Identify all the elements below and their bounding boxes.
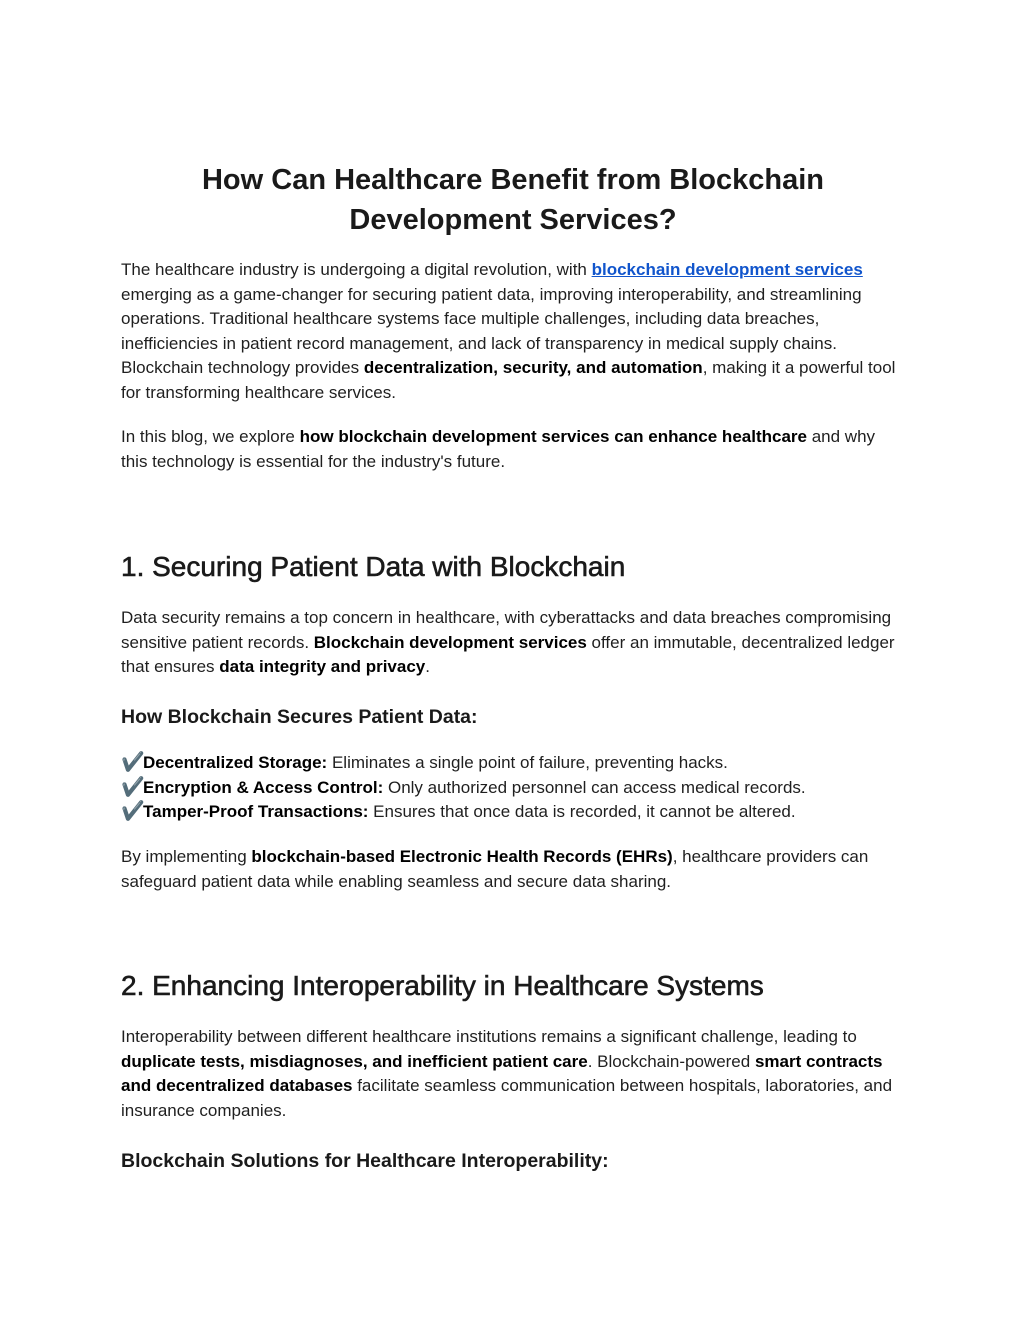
s1p2-bold: blockchain-based Electronic Health Records (EHRs) [251, 847, 673, 866]
intro-text-c: , making it a powerful tool for transforming healthcare services. [121, 358, 896, 402]
list-item-text: Only authorized personnel can access medical records. [383, 777, 806, 797]
s1-text-a: Data security remains a top concern in healthcare, with cyberattacks and data breaches compromising sensitive patient records. [121, 608, 892, 652]
list-item-text: Eliminates a single point of failure, preventing hacks. [327, 753, 728, 772]
intro-paragraph-2 [121, 425, 905, 474]
s2-bold-2: smart contracts and decentralized databases [121, 1051, 883, 1095]
section1-closing-paragraph [121, 845, 905, 894]
section2-heading: 2. Enhancing Interoperability in Healthcare Systems [121, 970, 764, 1001]
check-mark-icon: ✔️ [121, 776, 145, 798]
section1-subheading: How Blockchain Secures Patient Data: [121, 706, 478, 728]
list-item [121, 776, 905, 801]
s1p2-text-a: By implementing [121, 847, 252, 866]
intro2-bold: how blockchain development services can enhance healthcare [299, 427, 807, 446]
list-item [121, 800, 905, 825]
section1-paragraph [121, 606, 905, 680]
list-item-label: Encryption & Access Control: [143, 777, 384, 797]
section2-paragraph [121, 1025, 905, 1123]
intro-paragraph [121, 258, 905, 405]
s2-text-b: . Blockchain-powered [587, 1051, 755, 1071]
s1-text-c: . [425, 657, 430, 676]
list-item [121, 751, 905, 776]
intro-text-a: The healthcare industry is undergoing a digital revolution, with [121, 260, 592, 279]
check-mark-icon: ✔️ [121, 752, 145, 773]
section1-heading: 1. Securing Patient Data with Blockchain [121, 551, 626, 582]
s2-text-a: Interoperability between different healthcare institutions remains a significant challenge, leading to [121, 1027, 857, 1046]
list-item-label: Decentralized Storage: [143, 753, 328, 772]
security-list [121, 751, 905, 825]
s1-bold-1: Blockchain development services [313, 632, 587, 652]
check-mark-icon: ✔️ [121, 801, 145, 822]
list-item-label: Tamper-Proof Transactions: [143, 802, 369, 821]
intro-bold: decentralization, security, and automation [363, 358, 703, 377]
s2-bold-1: duplicate tests, misdiagnoses, and inefficient patient care [121, 1051, 588, 1071]
section2-subheading: Blockchain Solutions for Healthcare Interoperability: [121, 1150, 609, 1172]
blockchain-development-services-link[interactable]: blockchain development services [591, 260, 863, 279]
list-item-text: Ensures that once data is recorded, it cannot be altered. [368, 802, 796, 821]
intro2-text-a: In this blog, we explore [121, 427, 300, 446]
s1p2-text-b: , healthcare providers can safeguard patient data while enabling seamless and secure data sharing. [121, 847, 869, 891]
s1-bold-2: data integrity and privacy [219, 657, 426, 676]
s1-text-b: offer an immutable, decentralized ledger that ensures [121, 632, 895, 676]
s2-text-c: facilitate seamless communication between hospitals, laboratories, and insurance companies. [121, 1076, 893, 1120]
page-title: How Can Healthcare Benefit from Blockchain Development Services? [201, 164, 825, 236]
intro2-text-b: and why this technology is essential for the industry's future. [121, 427, 876, 471]
intro-text-b: emerging as a game-changer for securing patient data, improving interoperability, and streamlining operations. Traditional healthcare systems face multiple challenges, including data breaches, inefficiencies in patient record management, and lack of transparency in medical supply chains. Blockchain technology provides [121, 284, 862, 377]
